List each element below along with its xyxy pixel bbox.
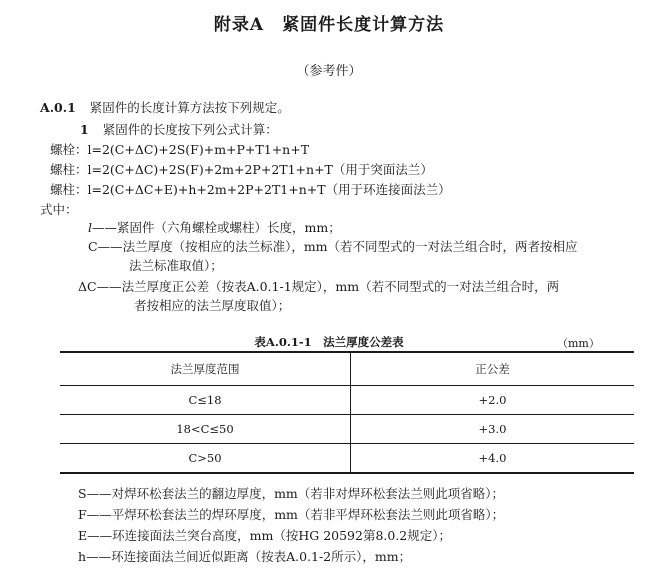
definition-row bbox=[78, 277, 559, 295]
definition-text: 平焊环松套法兰的焊环厚度，mm（若非平焊环松套法兰则此项省略）； bbox=[111, 507, 505, 522]
definition-row bbox=[88, 237, 578, 255]
table-row bbox=[60, 444, 634, 474]
header-positive-tolerance: 正公差 bbox=[475, 362, 510, 376]
appendix-subtitle: （参考件） bbox=[296, 64, 362, 79]
definition-row bbox=[78, 547, 411, 565]
definition-dash: —— bbox=[86, 507, 112, 522]
definition-text: 对焊环松套法兰的翻边厚度，mm（若非对焊环松套法兰则此项省略）； bbox=[111, 486, 505, 501]
section-number: A.0.1 bbox=[40, 100, 76, 115]
formula-bolt: 螺栓：l=2(C+ΔC)+2S(F)+m+P+T1+n+T bbox=[50, 142, 310, 157]
cell-tolerance: +3.0 bbox=[478, 422, 507, 436]
definition-dash: —— bbox=[86, 486, 112, 501]
definition-symbol: E bbox=[78, 528, 88, 543]
item-number: 1 bbox=[80, 122, 89, 137]
cell-tolerance: +4.0 bbox=[478, 451, 507, 465]
item-heading bbox=[80, 120, 278, 138]
definition-dash: —— bbox=[92, 220, 117, 235]
definition-text: 紧固件（六角螺栓或螺柱）长度，mm； bbox=[117, 220, 341, 235]
appendix-title: 附录A 紧固件长度计算方法 bbox=[213, 15, 445, 35]
definition-row bbox=[78, 526, 451, 544]
section-text: 紧固件的长度计算方法按下列规定。 bbox=[89, 100, 290, 115]
definition-continuation: 法兰标准取值）； bbox=[129, 258, 223, 273]
cell-tolerance: +2.0 bbox=[478, 393, 507, 407]
definition-dash: —— bbox=[87, 528, 113, 543]
header-thickness-range: 法兰厚度范围 bbox=[60, 352, 351, 386]
definition-symbol: S bbox=[78, 486, 87, 501]
formula-stud-ring-joint: 螺柱：l=2(C+ΔC+E)+h+2m+2P+2T1+n+T（用于环连接面法兰） bbox=[50, 182, 451, 197]
flange-thickness-tolerance-table bbox=[60, 351, 634, 474]
item-text: 紧固件的长度按下列公式计算： bbox=[102, 122, 278, 137]
definition-text: 环连接面法兰突台高度，mm（按HG 20592第8.0.2规定）； bbox=[112, 528, 452, 543]
definition-symbol: h bbox=[78, 549, 87, 564]
definition-text: 环连接面法兰间近似距离（按表A.0.1-2所示），mm； bbox=[111, 549, 412, 564]
definition-text: 法兰厚度正公差（按表A.0.1-1规定），mm（若不同型式的一对法兰组合时，两 bbox=[121, 279, 560, 294]
definition-row bbox=[78, 484, 504, 502]
definition-dash: —— bbox=[97, 239, 123, 254]
cell-range: 18<C≤50 bbox=[60, 415, 351, 444]
definition-row bbox=[88, 218, 341, 236]
definition-symbol: l bbox=[88, 220, 92, 235]
where-label: 式中： bbox=[40, 202, 78, 217]
table-title: 表A.0.1-1 法兰厚度公差表 bbox=[254, 335, 404, 349]
definition-dash: —— bbox=[86, 549, 112, 564]
cell-range: C>50 bbox=[60, 444, 351, 474]
section-heading bbox=[40, 98, 290, 116]
table-row bbox=[60, 415, 634, 444]
definition-symbol: C bbox=[88, 239, 98, 254]
table-unit: （mm） bbox=[557, 337, 600, 350]
definition-continuation: 者按相应的法兰厚度取值）； bbox=[134, 298, 291, 313]
table-row bbox=[60, 386, 634, 415]
definition-text: 法兰厚度（按相应的法兰标准），mm（若不同型式的一对法兰组合时，两者按相应 bbox=[122, 239, 578, 254]
definition-symbol: F bbox=[78, 507, 87, 522]
definition-dash: —— bbox=[96, 279, 122, 294]
definition-symbol: ΔC bbox=[78, 279, 97, 294]
definition-row bbox=[78, 505, 504, 523]
formula-stud-raised-face: 螺柱：l=2(C+ΔC)+2S(F)+2m+2P+2T1+n+T（用于突面法兰） bbox=[50, 162, 433, 177]
table-header-row bbox=[60, 352, 634, 386]
cell-range: C≤18 bbox=[60, 386, 351, 415]
